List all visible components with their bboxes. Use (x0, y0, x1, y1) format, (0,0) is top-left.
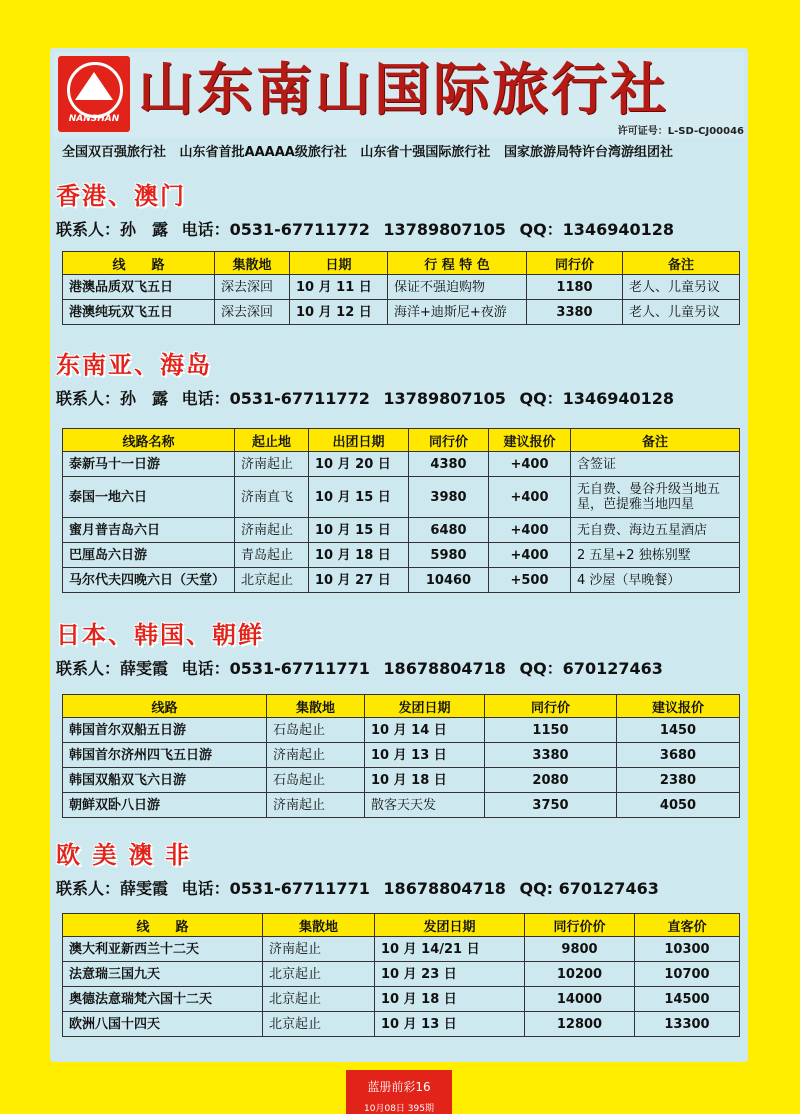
table-row (63, 452, 740, 477)
contact-person: 联系人：孙 露 (56, 220, 169, 239)
table-cell: 10200 (525, 962, 635, 987)
table-cell: 深去深回 (215, 300, 290, 325)
route-name: 韩国首尔济州四飞五日游 (63, 743, 267, 768)
section-title-europe-americas: 欧 美 澳 非 (56, 841, 192, 869)
route-table-east-asia (62, 694, 740, 818)
column-header: 发团日期 (365, 695, 485, 718)
table-row (63, 518, 740, 543)
table-row (63, 1012, 740, 1037)
table-cell: 3380 (527, 300, 623, 325)
contact-phone: 电话：0531-67711771 (181, 879, 370, 898)
column-header: 同行价 (409, 429, 489, 452)
column-header: 日期 (290, 252, 388, 275)
table-cell: 济南起止 (235, 518, 309, 543)
table-cell: 10 月 18 日 (365, 768, 485, 793)
table-cell: 1180 (527, 275, 623, 300)
mountain-icon (75, 72, 113, 100)
route-name: 澳大利亚新西兰十二天 (63, 937, 263, 962)
table-cell: +400 (489, 452, 571, 477)
column-header: 集散地 (215, 252, 290, 275)
column-header: 线 路 (63, 914, 263, 937)
table-row (63, 275, 740, 300)
table-cell: 2 五星+2 独栋别墅 (571, 543, 740, 568)
column-header: 备注 (623, 252, 740, 275)
route-name: 港澳品质双飞五日 (63, 275, 215, 300)
table-cell: 散客天天发 (365, 793, 485, 818)
contact-mobile: 13789807105 (383, 220, 506, 239)
table-cell: 海洋+迪斯尼+夜游 (388, 300, 527, 325)
table-cell: 3750 (485, 793, 617, 818)
table-row (63, 743, 740, 768)
logo-brand-text: NANSHAN (68, 114, 120, 124)
contact-qq: QQ：1346940128 (519, 389, 675, 408)
contact-person: 联系人：薛雯霞 (56, 659, 169, 678)
table-cell: 2080 (485, 768, 617, 793)
table-cell: 14500 (635, 987, 740, 1012)
table-cell: 10 月 15 日 (309, 477, 409, 518)
table-cell: +400 (489, 518, 571, 543)
honor-item: 国家旅游局特许台湾游组团社 (503, 145, 673, 160)
honors-line (62, 141, 752, 160)
table-cell: 3680 (617, 743, 740, 768)
page-footer (346, 1070, 452, 1114)
contact-line (56, 656, 671, 679)
table-header-row (63, 252, 740, 275)
honor-item: 山东省十强国际旅行社 (360, 145, 491, 160)
table-row (63, 768, 740, 793)
table-row (63, 477, 740, 518)
table-cell: 1450 (617, 718, 740, 743)
table-cell: 石岛起止 (267, 768, 365, 793)
table-cell: 老人、儿童另议 (623, 300, 740, 325)
section-title-east-asia: 日本、韩国、朝鲜 (56, 621, 264, 649)
contact-person: 联系人：薛雯霞 (56, 879, 169, 898)
contact-line (56, 876, 667, 899)
table-cell: 济南起止 (235, 452, 309, 477)
table-row (63, 987, 740, 1012)
table-cell: 10 月 18 日 (309, 543, 409, 568)
contact-qq: QQ：1346940128 (519, 220, 675, 239)
agency-title: 山东南山国际旅行社 (138, 58, 669, 123)
table-header-row (63, 695, 740, 718)
table-cell: 青岛起止 (235, 543, 309, 568)
table-cell: 10 月 12 日 (290, 300, 388, 325)
contact-mobile: 18678804718 (383, 659, 506, 678)
contact-line (56, 386, 682, 409)
table-header-row (63, 429, 740, 452)
column-header: 备注 (571, 429, 740, 452)
table-cell: 10 月 13 日 (365, 743, 485, 768)
table-cell: 4050 (617, 793, 740, 818)
column-header: 线路 (63, 695, 267, 718)
table-cell: 10700 (635, 962, 740, 987)
table-cell: 北京起止 (235, 568, 309, 593)
column-header: 行 程 特 色 (388, 252, 527, 275)
route-name: 朝鲜双卧八日游 (63, 793, 267, 818)
table-cell: 北京起止 (263, 962, 375, 987)
table-cell: 13300 (635, 1012, 740, 1037)
contact-person: 联系人：孙 露 (56, 389, 169, 408)
route-name: 巴厘岛六日游 (63, 543, 235, 568)
table-cell: 济南起止 (263, 937, 375, 962)
contact-phone: 电话：0531-67711772 (181, 389, 370, 408)
table-cell: 10 月 14 日 (365, 718, 485, 743)
table-header-row (63, 914, 740, 937)
table-cell: 济南起止 (267, 793, 365, 818)
route-name: 韩国首尔双船五日游 (63, 718, 267, 743)
table-cell: 10 月 15 日 (309, 518, 409, 543)
section-title-southeast-asia: 东南亚、海岛 (56, 351, 212, 379)
table-cell: 保证不强迫购物 (388, 275, 527, 300)
column-header: 直客价 (635, 914, 740, 937)
column-header: 建议报价 (489, 429, 571, 452)
table-cell: 10 月 14/21 日 (375, 937, 525, 962)
table-row (63, 718, 740, 743)
column-header: 建议报价 (617, 695, 740, 718)
table-cell: 无自费、曼谷升级当地五星，芭提雅当地四星 (571, 477, 740, 518)
honor-item: 山东省首批AAAAA级旅行社 (179, 145, 347, 160)
table-cell: +400 (489, 543, 571, 568)
table-row (63, 300, 740, 325)
table-row (63, 568, 740, 593)
table-cell: 10 月 18 日 (375, 987, 525, 1012)
table-cell: 5980 (409, 543, 489, 568)
table-cell: 北京起止 (263, 987, 375, 1012)
column-header: 线 路 (63, 252, 215, 275)
table-cell: 济南直飞 (235, 477, 309, 518)
contact-line (56, 217, 682, 240)
route-name: 泰新马十一日游 (63, 452, 235, 477)
table-cell: 石岛起止 (267, 718, 365, 743)
table-cell: 10 月 20 日 (309, 452, 409, 477)
page-label: 蓝册前彩16 (367, 1080, 431, 1094)
issue-date: 10月08日 395期 (364, 1104, 434, 1114)
route-name: 奥德法意瑞梵六国十二天 (63, 987, 263, 1012)
table-row (63, 962, 740, 987)
column-header: 集散地 (267, 695, 365, 718)
section-title-hk-macau: 香港、澳门 (56, 182, 186, 210)
table-row (63, 793, 740, 818)
table-cell: 2380 (617, 768, 740, 793)
column-header: 同行价价 (525, 914, 635, 937)
license-number: 许可证号：L-SD-CJ00046 (617, 126, 744, 137)
column-header: 起止地 (235, 429, 309, 452)
table-cell: +400 (489, 477, 571, 518)
table-cell: +500 (489, 568, 571, 593)
table-cell: 济南起止 (267, 743, 365, 768)
table-cell: 深去深回 (215, 275, 290, 300)
column-header: 发团日期 (375, 914, 525, 937)
route-name: 韩国双船双飞六日游 (63, 768, 267, 793)
route-table-hk-macau (62, 251, 740, 325)
contact-phone: 电话：0531-67711772 (181, 220, 370, 239)
nanshan-logo (58, 56, 130, 132)
table-cell: 10 月 23 日 (375, 962, 525, 987)
table-row (63, 937, 740, 962)
route-name: 欧洲八国十四天 (63, 1012, 263, 1037)
table-cell: 3980 (409, 477, 489, 518)
table-cell: 10 月 13 日 (375, 1012, 525, 1037)
table-cell: 4 沙屋（早晚餐） (571, 568, 740, 593)
table-cell: 含签证 (571, 452, 740, 477)
column-header: 同行价 (485, 695, 617, 718)
table-cell: 1150 (485, 718, 617, 743)
table-row (63, 543, 740, 568)
route-name: 法意瑞三国九天 (63, 962, 263, 987)
route-table-southeast-asia (62, 428, 740, 593)
route-name: 蜜月普吉岛六日 (63, 518, 235, 543)
table-cell: 9800 (525, 937, 635, 962)
table-cell: 无自费、海边五星酒店 (571, 518, 740, 543)
contact-qq: QQ: 670127463 (519, 879, 659, 898)
column-header: 集散地 (263, 914, 375, 937)
table-cell: 10460 (409, 568, 489, 593)
table-cell: 12800 (525, 1012, 635, 1037)
column-header: 出团日期 (309, 429, 409, 452)
table-cell: 3380 (485, 743, 617, 768)
table-cell: 老人、儿童另议 (623, 275, 740, 300)
route-name: 泰国一地六日 (63, 477, 235, 518)
route-name: 港澳纯玩双飞五日 (63, 300, 215, 325)
contact-mobile: 13789807105 (383, 389, 506, 408)
route-name: 马尔代夫四晚六日（天堂） (63, 568, 235, 593)
table-cell: 14000 (525, 987, 635, 1012)
table-cell: 10300 (635, 937, 740, 962)
contact-phone: 电话：0531-67711771 (181, 659, 370, 678)
table-cell: 6480 (409, 518, 489, 543)
table-cell: 10 月 11 日 (290, 275, 388, 300)
honor-item: 全国双百强旅行社 (62, 145, 167, 160)
table-cell: 10 月 27 日 (309, 568, 409, 593)
table-cell: 4380 (409, 452, 489, 477)
route-table-europe-americas (62, 913, 740, 1037)
table-cell: 北京起止 (263, 1012, 375, 1037)
column-header: 线路名称 (63, 429, 235, 452)
contact-qq: QQ：670127463 (519, 659, 663, 678)
column-header: 同行价 (527, 252, 623, 275)
contact-mobile: 18678804718 (383, 879, 506, 898)
